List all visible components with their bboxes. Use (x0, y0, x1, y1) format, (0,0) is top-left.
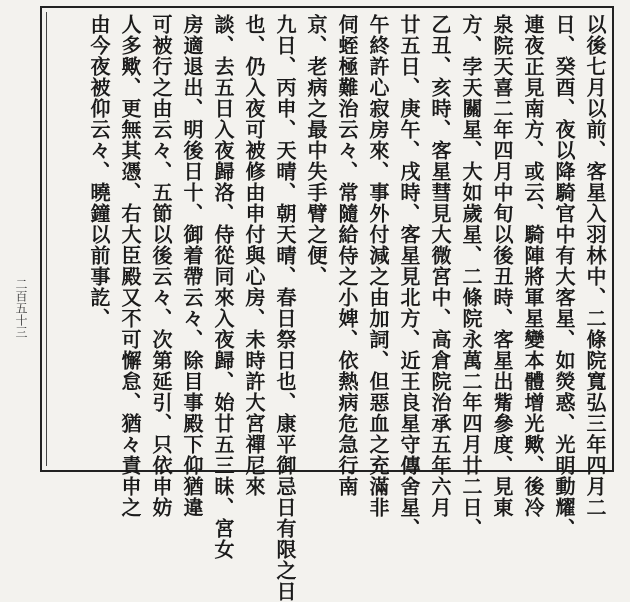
text-column: 人多歟、更無其憑、右大臣殿又不可懈怠、猶々責申之 (118, 14, 142, 518)
text-column: 以後七月以前、客星入羽林中、二條院寬弘三年四月二 (583, 14, 607, 518)
text-column: 方、孛天關星、大如歲星、二條院永萬二年四月廿二日、 (459, 14, 483, 539)
text-block (46, 12, 608, 602)
text-column: 泉院天喜二年四月中旬以後丑時、客星出觜參度、見東 (490, 14, 514, 518)
text-column: 乙丑、亥時、客星彗見大微宮中、高倉院治承五年六月 (428, 14, 452, 518)
text-column: 廿五日、庚午、戌時、客星見北方、近王良星守傳舍星、 (397, 14, 421, 539)
text-column: 也、仍入夜可被修由申付與心房、未時許大宮禪尼來 (242, 14, 266, 497)
text-column: 可被行之由云々、五節以後云々、次第延引、只依申妨 (149, 14, 173, 518)
text-column: 伺蛭極難治云々、常隨給侍之小婢、依熱病危急行南 (335, 14, 359, 497)
page-frame (40, 6, 614, 602)
text-column: 午終許心寂房來、事外付減之由加詞、但惡血之充滿非 (366, 14, 390, 518)
text-column: 由今夜被仰云々、曉鐘以前事訖、 (87, 14, 111, 329)
text-column: 房適退出、明後日十、御着帶云々、除目事殿下仰猶違 (180, 14, 204, 518)
text-column: 連夜正見南方、或云、騎陣將軍星變本體增光歟、後冷 (521, 14, 545, 518)
text-column: 日、癸酉、夜以降騎官中有大客星、如熒惑、光明動耀、 (552, 14, 576, 539)
text-column: 九日、丙申、天晴、朝天晴、春日祭日也、康平御忌日有限之日 (273, 14, 297, 602)
page-number: 二百五十三 (14, 278, 28, 338)
text-column: 談、去五日入夜歸洛、侍從同來入夜歸、始廿五三昧、宮女 (211, 14, 235, 560)
text-column: 京、老病之最中失手臂之便、 (304, 14, 328, 287)
